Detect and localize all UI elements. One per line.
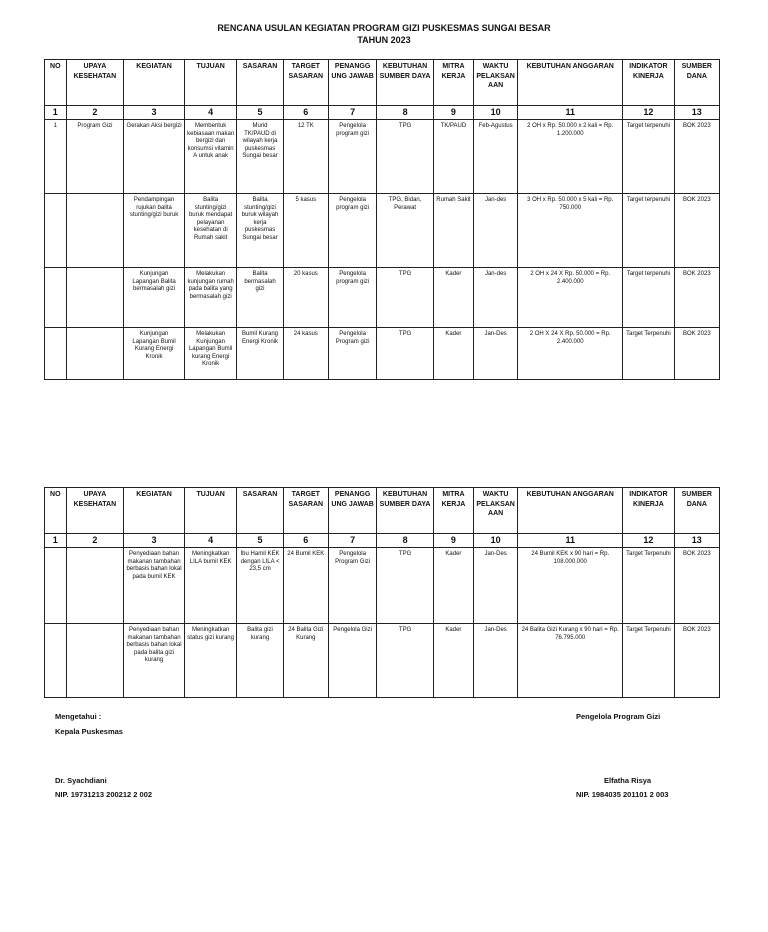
column-number: 9 [433, 106, 473, 120]
table-cell: 24 Bumil KEK x 90 hari = Rp. 108.000.000 [518, 548, 623, 624]
head-name: Dr. Syachdiani [55, 776, 107, 785]
column-number: 13 [674, 106, 719, 120]
table-cell: BOK 2023 [674, 120, 719, 194]
table-cell: Melakukan kunjungan rumah pada balita yang bermasalah gizi [184, 268, 236, 328]
table-cell: 2 OH x 24 X Rp. 50.000 = Rp. 2.400.000 [518, 268, 623, 328]
column-number: 4 [184, 534, 236, 548]
table-cell: Balita stunting/gizi buruk wilayah kerja puskesmas Sungai besar [237, 194, 283, 268]
column-number: 4 [184, 106, 236, 120]
table-cell: Pengelola program gizi [328, 194, 376, 268]
table-cell: Bumil Kurang Energi Kronik [237, 328, 283, 380]
column-header: KEBUTUHAN ANGGARAN [518, 488, 623, 534]
column-header: KEGIATAN [124, 488, 185, 534]
table-cell: Penyediaan bahan makanan tambahan berbasis bahan lokal pada balita gizi kurang [124, 624, 185, 698]
table-cell: Balita stunting/gizi buruk mendapat pelayanan kesehatan di Rumah sakit [184, 194, 236, 268]
table-cell: 24 Balita Gizi Kurang x 90 hari = Rp. 76.795.000 [518, 624, 623, 698]
table-cell: Feb-Agustus [474, 120, 518, 194]
header-row [45, 60, 720, 106]
column-header: PENANGG UNG JAWAB [328, 60, 376, 106]
table-cell [66, 268, 124, 328]
document-year: TAHUN 2023 [357, 35, 411, 45]
table-cell: BOK 2023 [674, 624, 719, 698]
table-cell: Target terpenuhi [623, 194, 674, 268]
column-header: UPAYA KESEHATAN [66, 60, 124, 106]
table-cell: Pengelola program gizi [328, 120, 376, 194]
column-number: 3 [124, 106, 185, 120]
column-header: KEBUTUHAN ANGGARAN [518, 60, 623, 106]
table-cell: Meningkatkan LILA bumil KEK [184, 548, 236, 624]
table-cell: 1 [45, 120, 67, 194]
table-cell [45, 328, 67, 380]
column-number: 6 [283, 534, 328, 548]
head-nip: NIP. 19731213 200212 2 002 [55, 790, 153, 799]
column-header: SUMBER DANA [674, 60, 719, 106]
table-cell [66, 328, 124, 380]
column-header: NO [45, 488, 67, 534]
column-number: 10 [474, 534, 518, 548]
table-cell [45, 548, 67, 624]
table-row [45, 548, 720, 624]
table-cell: Balita bermasalah gizi [237, 268, 283, 328]
column-header: UPAYA KESEHATAN [66, 488, 124, 534]
table-cell: Jan-Des [474, 624, 518, 698]
table-cell: Penyediaan bahan makanan tambahan berbasis bahan lokal pada bumil KEK [124, 548, 185, 624]
column-number: 10 [474, 106, 518, 120]
table-cell: TPG [377, 120, 434, 194]
table-cell: Pengelola Program Gizi [328, 548, 376, 624]
table-cell: BOK 2023 [674, 268, 719, 328]
column-number: 7 [328, 534, 376, 548]
column-header: WAKTU PELAKSAN AAN [474, 488, 518, 534]
column-number: 1 [45, 534, 67, 548]
column-header: MITRA KERJA [433, 488, 473, 534]
table-cell: Kader [433, 548, 473, 624]
column-header: TUJUAN [184, 60, 236, 106]
table-cell: BOK 2023 [674, 548, 719, 624]
table-cell: Ibu Hamil KEK dengan LILA < 23,5 cm [237, 548, 283, 624]
table-cell: Jan-des [474, 194, 518, 268]
table-cell: Kader [433, 268, 473, 328]
table-cell: Balita gizi kurang [237, 624, 283, 698]
column-header: KEBUTUHAN SUMBER DAYA [377, 488, 434, 534]
column-number: 6 [283, 106, 328, 120]
column-header: MITRA KERJA [433, 60, 473, 106]
table-cell: Target Terpenuhi [623, 548, 674, 624]
table-cell: Murid TK/PAUD di wilayah kerja puskesmas Sungai besar [237, 120, 283, 194]
table-cell: Pengelola Program gizi [328, 328, 376, 380]
document-title: RENCANA USULAN KEGIATAN PROGRAM GIZI PUSKESMAS SUNGAI BESAR [217, 23, 551, 33]
column-header: WAKTU PELAKSAN AAN [474, 60, 518, 106]
table-cell: Pengelola program gizi [328, 268, 376, 328]
column-number: 1 [45, 106, 67, 120]
column-header: SASARAN [237, 60, 283, 106]
column-header: KEGIATAN [124, 60, 185, 106]
table-cell: TPG [377, 548, 434, 624]
column-number: 2 [66, 534, 124, 548]
table-cell: Program Gizi [66, 120, 124, 194]
table-cell: Jan-des [474, 268, 518, 328]
table-cell [45, 268, 67, 328]
column-number: 11 [518, 534, 623, 548]
table-cell: Kunjungan Lapangan Balita bermasalah gizi [124, 268, 185, 328]
table-cell: Meningkatkan status gizi kurang [184, 624, 236, 698]
column-header: INDIKATOR KINERJA [623, 60, 674, 106]
acknowledged-label: Mengetahui : [55, 712, 102, 721]
manager-nip: NIP. 1984035 201101 2 003 [576, 790, 669, 799]
column-number: 8 [377, 106, 434, 120]
table-cell: Kader [433, 624, 473, 698]
table-cell: Melakukan Kunjungan Lapangan Bumil kurang Energi Kronik [184, 328, 236, 380]
column-number: 7 [328, 106, 376, 120]
column-header: TARGET SASARAN [283, 488, 328, 534]
table-row [45, 624, 720, 698]
table-cell: 12 TK [283, 120, 328, 194]
table-cell: TPG [377, 624, 434, 698]
table-row [45, 194, 720, 268]
table-cell: Target terpenuhi [623, 120, 674, 194]
table-cell: Membentuk kebiasaan makan bergizi dan konsumsi vitamin A untuk anak [184, 120, 236, 194]
table-cell: Target Terpenuhi [623, 328, 674, 380]
table-row [45, 120, 720, 194]
column-header: TUJUAN [184, 488, 236, 534]
table-cell: 24 kasus [283, 328, 328, 380]
column-number: 2 [66, 106, 124, 120]
manager-title: Pengelola Program Gizi [576, 712, 661, 721]
activity-table-2 [44, 487, 720, 698]
column-number: 9 [433, 534, 473, 548]
table-cell [66, 548, 124, 624]
table-cell: BOK 2023 [674, 328, 719, 380]
column-number: 5 [237, 534, 283, 548]
column-number-row [45, 106, 720, 120]
head-title: Kepala Puskesmas [55, 727, 123, 736]
table-row [45, 268, 720, 328]
table-cell [45, 194, 67, 268]
column-header: INDIKATOR KINERJA [623, 488, 674, 534]
table-cell: Target terpenuhi [623, 268, 674, 328]
column-header: NO [45, 60, 67, 106]
activity-table-1 [44, 59, 720, 380]
column-number: 5 [237, 106, 283, 120]
column-header: TARGET SASARAN [283, 60, 328, 106]
table-cell [45, 624, 67, 698]
table-cell: Jan-Des [474, 328, 518, 380]
table-cell: BOK 2023 [674, 194, 719, 268]
table-cell: Target Terpenuhi [623, 624, 674, 698]
table-cell: Pendampingan rujukan balita stunting/gizi buruk [124, 194, 185, 268]
column-number-row [45, 534, 720, 548]
column-number: 3 [124, 534, 185, 548]
column-number: 12 [623, 106, 674, 120]
column-header: KEBUTUHAN SUMBER DAYA [377, 60, 434, 106]
header-row [45, 488, 720, 534]
manager-name: Elfatha Risya [604, 776, 652, 785]
table-cell: TPG [377, 328, 434, 380]
column-number: 13 [674, 534, 719, 548]
table-cell: 5 kasus [283, 194, 328, 268]
table-cell: Jan-Des [474, 548, 518, 624]
table-cell: 24 Bumil KEK [283, 548, 328, 624]
table-cell: TPG [377, 268, 434, 328]
table-cell: Kunjungan Lapangan Bumil Kurang Energi Kronik [124, 328, 185, 380]
table-cell: TK/PAUD [433, 120, 473, 194]
table-cell: 3 OH x Rp. 50.000 x 5 kali = Rp. 750.000 [518, 194, 623, 268]
table-cell: Pengelola Gizi [328, 624, 376, 698]
column-number: 11 [518, 106, 623, 120]
column-header: PENANGG UNG JAWAB [328, 488, 376, 534]
table-cell: TPG, Bidan, Perawat [377, 194, 434, 268]
column-header: SASARAN [237, 488, 283, 534]
table-cell: Kader [433, 328, 473, 380]
table-cell [66, 194, 124, 268]
column-number: 12 [623, 534, 674, 548]
table-cell: Rumah Sakit [433, 194, 473, 268]
table-row [45, 328, 720, 380]
table-cell [66, 624, 124, 698]
column-number: 8 [377, 534, 434, 548]
table-cell: 20 kasus [283, 268, 328, 328]
table-cell: 24 Balita Gizi Kurang [283, 624, 328, 698]
table-cell: 2 OH x Rp. 50.000 x 2 kali = Rp. 1.200.000 [518, 120, 623, 194]
table-cell: Gerakan Aksi bergizi [124, 120, 185, 194]
table-cell: 2 OH X 24 X Rp. 50.000 = Rp. 2.400.000 [518, 328, 623, 380]
column-header: SUMBER DANA [674, 488, 719, 534]
